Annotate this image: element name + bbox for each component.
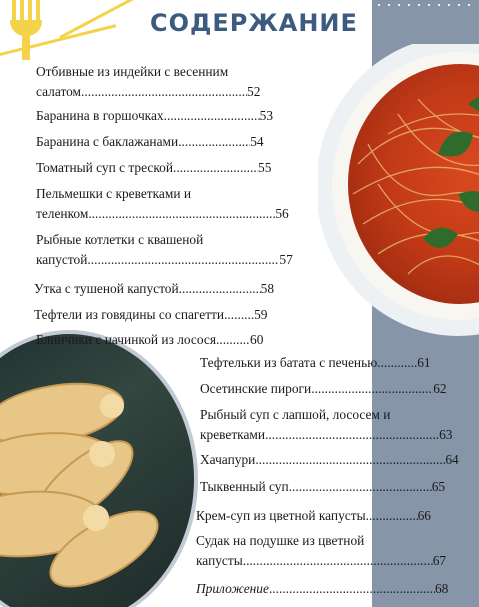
dot-leader <box>164 106 260 126</box>
dot-leader <box>178 132 250 152</box>
toc-entry-page: 58 <box>260 281 275 296</box>
toc-entry-page: 68 <box>434 581 449 596</box>
toc-entry[interactable] <box>34 279 274 299</box>
toc-entry-page: 66 <box>417 508 431 523</box>
toc-entry-title: Томатный суп с треской <box>36 160 174 175</box>
dot-leader <box>81 82 247 102</box>
dot-leader <box>179 279 261 299</box>
toc-entry-page: 52 <box>247 84 261 99</box>
toc-entry-title: креветками <box>200 427 266 442</box>
toc-entry-title: Утка с тушеной капустой <box>34 281 179 296</box>
toc-entry[interactable] <box>36 106 273 126</box>
toc-entry-page: 61 <box>417 355 431 370</box>
toc-entry-title: Баранина в горшочках <box>36 108 164 123</box>
toc-entry-title: Отбивные из индейки с весенним <box>36 64 229 79</box>
toc-entry[interactable] <box>36 62 298 102</box>
toc-entry-page: 60 <box>250 332 264 347</box>
dot-leader <box>255 450 445 470</box>
toc-entry-title: Осетинские пироги <box>200 381 312 396</box>
toc-entry[interactable] <box>196 506 431 526</box>
toc-entry[interactable] <box>200 450 459 470</box>
toc-entry[interactable] <box>200 353 431 373</box>
toc-entry[interactable] <box>36 158 271 178</box>
toc-entry-title: Блинчики с начинкой из лосося <box>36 332 217 347</box>
toc-entry-title: Рыбный суп с лапшой, лососем и <box>200 407 391 422</box>
toc-entry-page: 53 <box>259 108 274 123</box>
dot-leader <box>269 579 435 599</box>
toc-entry-page: 62 <box>433 381 447 396</box>
dot-leader <box>366 506 418 526</box>
toc-entry-page: 55 <box>258 160 272 175</box>
toc-entry[interactable] <box>34 305 267 325</box>
toc-entry[interactable] <box>200 477 445 497</box>
toc-entry[interactable] <box>36 230 293 270</box>
toc-entry-title: капусты <box>196 553 243 568</box>
toc-entry[interactable] <box>196 531 446 571</box>
toc-entry[interactable] <box>200 379 447 399</box>
toc-entry-title: теленком <box>36 206 89 221</box>
toc-entry-title: капустой <box>36 252 88 267</box>
toc-entry-page: 67 <box>432 553 447 568</box>
dot-leader <box>87 250 279 270</box>
toc-entry-title: Приложение <box>196 581 269 596</box>
toc-entry-title: Тефтели из говядины со спагетти <box>34 307 225 322</box>
toc-entry-title: Крем-суп из цветной капусты <box>196 508 366 523</box>
dot-leader <box>243 551 433 571</box>
toc-entry-title: Рыбные котлетки с квашеной <box>36 232 204 247</box>
toc-entry-title: Тыквенный суп <box>200 479 289 494</box>
toc-entry[interactable] <box>36 184 289 224</box>
dot-leader <box>289 477 432 497</box>
page-title: СОДЕРЖАНИЕ <box>150 9 358 37</box>
toc-entry-page: 57 <box>279 252 293 267</box>
toc-entry-title: Тефтельки из батата с печенью <box>200 355 378 370</box>
dot-leader <box>311 379 433 399</box>
toc-entry-page: 65 <box>431 479 446 494</box>
toc-entry-page: 56 <box>275 206 289 221</box>
toc-entry-title: Баранина с баклажанами <box>36 134 179 149</box>
dot-leader <box>88 204 275 224</box>
toc-entry[interactable] <box>36 330 263 350</box>
dot-leader <box>173 158 258 178</box>
toc-entry[interactable] <box>36 132 264 152</box>
dot-leader <box>224 305 254 325</box>
toc-entry-title: Хачапури <box>200 452 256 467</box>
toc-entry-title: Пельмешки с креветками и <box>36 186 192 201</box>
toc-entry-title: салатом <box>36 84 82 99</box>
toc-entry[interactable] <box>196 579 448 599</box>
toc-entry-page: 59 <box>254 307 268 322</box>
dot-leader <box>216 330 250 350</box>
dot-leader <box>377 353 417 373</box>
toc-entry-page: 63 <box>439 427 453 442</box>
toc-entry[interactable] <box>200 405 452 445</box>
toc-entry-title: Судак на подушке из цветной <box>196 533 365 548</box>
toc-entry-page: 54 <box>250 134 264 149</box>
toc-entry-page: 64 <box>445 452 459 467</box>
dot-leader <box>265 425 439 445</box>
